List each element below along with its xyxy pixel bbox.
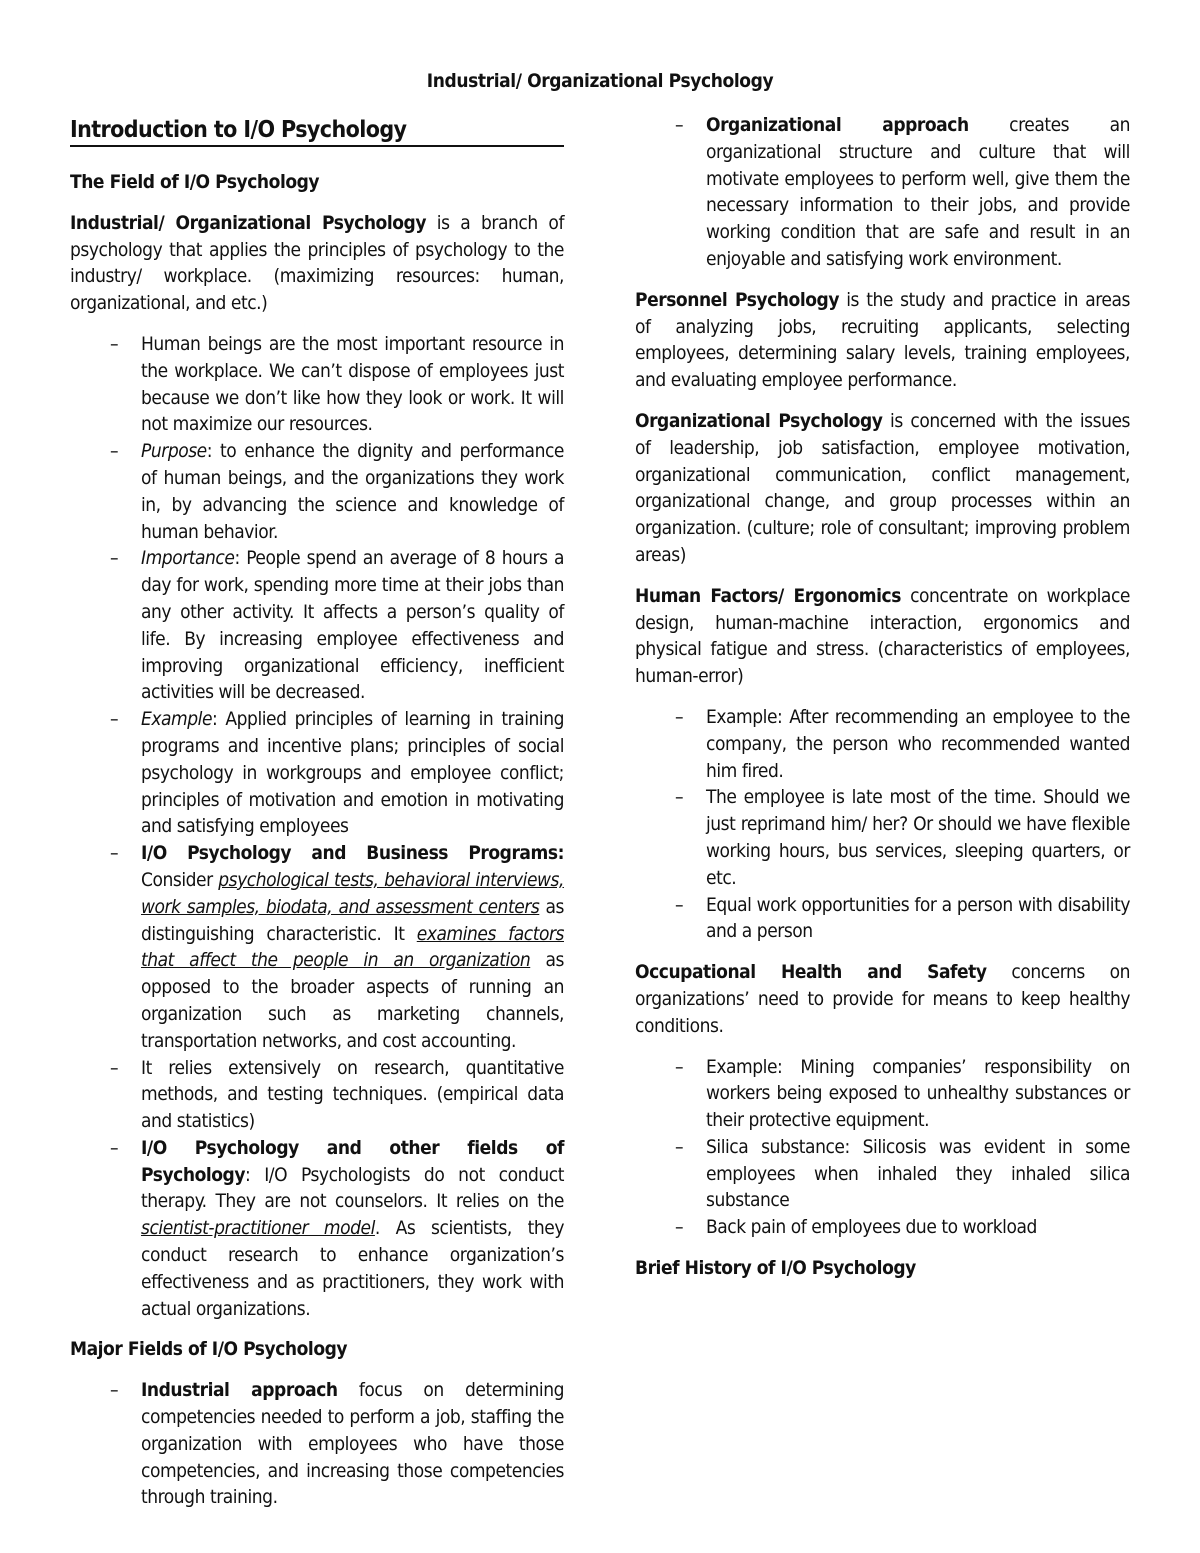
io-psychology-definition-text: is a branch of psychology that applies the principles of psychology to the industry/ workplace. (maximizing resources: human, organizational, and etc.) (70, 211, 565, 315)
list-item: – Example: Applied principles of learning in training programs and incentive plans; principles of social psychology in workgroups and employee conflict; principles of motivation and emotion in motivating and satisfying employees (110, 708, 564, 838)
dash-bullet: – (110, 440, 119, 463)
list-item: – Equal work opportunities for a person with disability and a person (675, 893, 1130, 943)
ohs-paragraph: Occupational Health and Safety concerns on organizations’ need to provide for means to keep healthy conditions. (635, 961, 1130, 1037)
list-item: – Purpose: to enhance the dignity and performance of human beings, and the organizations they work in, by advancing the science and knowledge of human behavior. (110, 440, 564, 543)
list-item: – Back pain of employees due to workload (635, 1214, 1130, 1241)
dash-bullet: – (675, 114, 684, 136)
dash-bullet: – (675, 1135, 684, 1158)
intro-bullet-list (70, 331, 564, 1322)
dash-bullet: – (110, 842, 119, 865)
document-title: Introduction to I/O Psychology (70, 112, 564, 147)
right-column (635, 112, 1130, 1296)
dash-bullet: – (675, 1216, 684, 1239)
io-psychology-term: Industrial/ Organizational Psychology (70, 211, 427, 234)
list-item: – Organizational approach creates an organizational structure and culture that will motivate employees to perform well, give them the necessary information to their jobs, and provide working condition that are safe and result in an enjoyable and satisfying work environment. (675, 114, 1130, 270)
list-item: – Example: After recommending an employee to the company, the person who recommended wanted him fired. (675, 705, 1130, 782)
dash-bullet: – (110, 547, 119, 570)
dash-bullet: – (675, 705, 684, 728)
dash-bullet: – (110, 1056, 119, 1079)
list-item: – I/O Psychology and other fields of Psychology: I/O Psychologists do not conduct therapy. They are not counselors. It relies on the scientist-practitioner model. As scientists, they conduct research to enhance organization’s effectiveness and as practitioners, they work with actual organizations. (110, 1136, 564, 1320)
dash-bullet: – (110, 1379, 119, 1402)
left-column (70, 112, 564, 1525)
dash-bullet: – (675, 893, 684, 916)
dash-bullet: – (675, 1055, 684, 1078)
human-factors-paragraph: Human Factors/ Ergonomics concentrate on workplace design, human-machine interaction, ergonomics and physical fatigue and stress. (characteristics of employees, human-error) (635, 584, 1130, 688)
human-factors-list (635, 704, 1130, 945)
list-item: – Industrial approach focus on determining competencies needed to perform a job, staffing the organization with employees who have those competencies, and increasing those competencies through training. (110, 1379, 564, 1509)
list-item: – Example: Mining companies’ responsibility on workers being exposed to unhealthy substances or their protective equipment. (675, 1055, 1130, 1132)
list-item: – Silica substance: Silicosis was evident in some employees when inhaled they inhaled silica substance (675, 1135, 1130, 1212)
major-fields-list-right (635, 112, 1130, 273)
dash-bullet: – (675, 786, 684, 809)
page-header: Industrial/ Organizational Psychology (426, 70, 774, 92)
list-item: – The employee is late most of the time. Should we just reprimand him/ her? Or should we have flexible working hours, bus services, sleeping quarters, or etc. (675, 786, 1130, 889)
major-fields-list-left (70, 1377, 564, 1511)
list-item: – Human beings are the most important resource in the workplace. We can’t dispose of employees just because we don’t like how they look or work. It will not maximize our resources. (110, 332, 564, 436)
section-heading-major-fields: Major Fields of I/O Psychology (70, 1338, 348, 1361)
dash-bullet: – (110, 708, 119, 731)
io-psychology-definition (70, 210, 564, 317)
organizational-psychology-paragraph: Organizational Psychology is concerned with the issues of leadership, job satisfaction, employee motivation, organizational communication, conflict management, organizational change, and group processes within an organization. (culture; role of consultant; improving problem areas) (635, 409, 1130, 566)
list-item: – I/O Psychology and Business Programs: Consider psychological tests, behavioral interviews, work samples, biodata, and assessment centers as distinguishing characteristic. It examines factors that affect the people in an organization as opposed to the broader aspects of running an organization such as marketing channels, transportation networks, and cost accounting. (110, 842, 564, 1052)
list-item: – Importance: People spend an average of 8 hours a day for work, spending more time at their jobs than any other activity. It affects a person’s quality of life. By increasing employee effectiveness and improving organizational efficiency, inefficient activities will be decreased. (110, 547, 564, 704)
section-heading-history: Brief History of I/O Psychology (635, 1257, 916, 1280)
section-heading-field: The Field of I/O Psychology (70, 171, 320, 193)
ohs-list (635, 1054, 1130, 1242)
dash-bullet: – (110, 332, 119, 355)
list-item: – It relies extensively on research, quantitative methods, and testing techniques. (empirical data and statistics) (110, 1056, 564, 1133)
personnel-psychology-paragraph: Personnel Psychology is the study and practice in areas of analyzing jobs, recruiting applicants, selecting employees, determining salary levels, training employees, and evaluating employee performance. (635, 288, 1130, 392)
dash-bullet: – (110, 1136, 119, 1159)
